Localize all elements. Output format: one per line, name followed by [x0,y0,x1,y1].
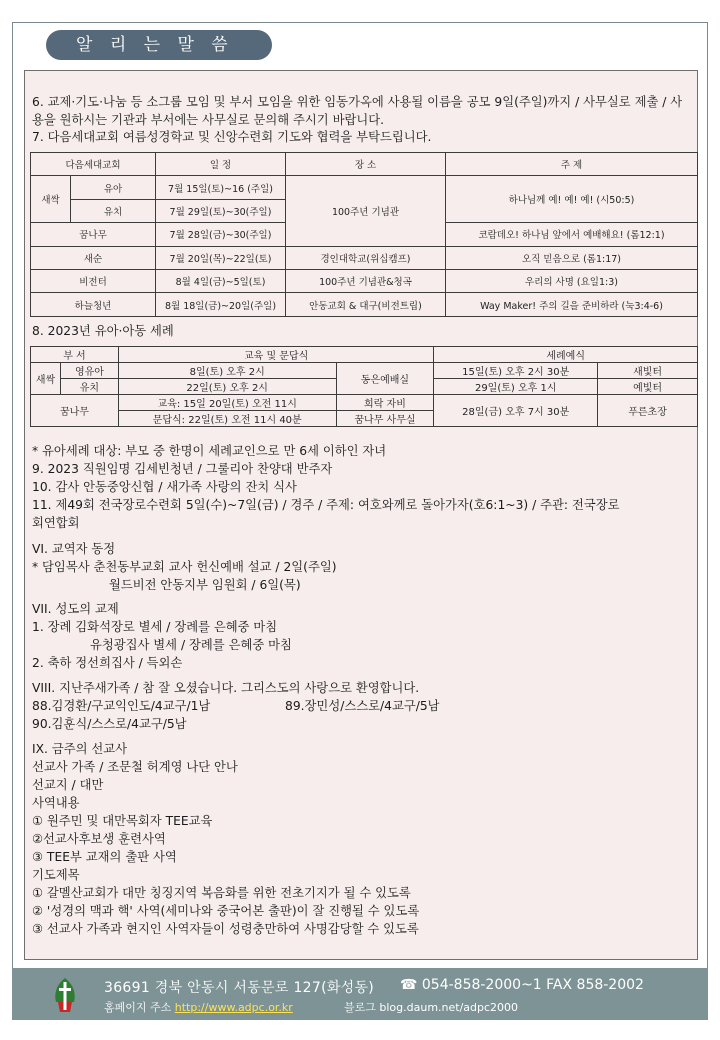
topic-cell: 하나님께 예! 예! 예! (시50:5) [446,176,698,223]
table-row [31,363,698,379]
website-link[interactable]: http://www.adpc.or.kr [174,1001,293,1014]
footer-blog[interactable]: 블로그 blog.daum.net/adpc2000 [344,1001,519,1014]
date-cell: 7월 29일(토)~30(주일) [156,199,286,222]
dept-cell: 유치 [71,199,156,222]
body-line: 10. 감사 안동중앙신협 / 새가족 사랑의 잔치 식사 [32,480,297,494]
section-6-title: VI. 교역자 동정 [32,542,116,556]
dept-cell: 새순 [31,246,156,269]
missionary-line: ③ 선교사 가족과 현지인 사역자들이 성령충만하여 사명감당할 수 있도록 [32,922,419,936]
new-member: 88.김경환/구교익인도/4교구/1남 [32,699,211,713]
section-8-title: VIII. 지난주새가족 / 참 잘 오셨습니다. 그리스도의 사랑으로 환영합니다. [32,681,420,695]
table-row [31,176,698,199]
dept-cell: 영유아 [60,363,118,379]
dept-cell: 유아 [71,176,156,199]
table-row [31,246,698,269]
website-label: 홈페이지 주소 [104,1001,172,1014]
edu-cell: 교육: 15일 20일(토) 오전 11시 [118,395,336,411]
notice-7: 7. 다음세대교회 여름성경학교 및 신앙수련회 기도와 협력을 부탁드립니다. [32,130,432,144]
group-cell: 새싹 [31,363,61,395]
table-header-row [31,153,698,176]
section-7-line: 2. 축하 정선희집사 / 득외손 [32,656,183,670]
section-7-line: 1. 장례 김화석장로 별세 / 장례를 은혜중 마침 [32,620,278,634]
topic-cell: 코람데오! 하나님 앞에서 예배해요! (롬12:1) [446,223,698,246]
place-cell: 안동교회 & 대구(비전트립) [286,293,446,316]
place-cell: 100주년 기념관 [286,176,446,246]
section-7-line: 유청광집사 별세 / 장례를 은혜중 마침 [90,638,292,652]
missionary-line: ① 갈멜산교회가 대만 칭징지역 복음화를 위한 전초기지가 될 수 있도록 [32,886,411,900]
missionary-line: 선교지 / 대만 [32,778,104,792]
dept-cell: 유치 [60,379,118,395]
edu-place-cell: 희락 자비 [336,395,434,411]
body-line: 회연합회 [32,516,80,530]
date-cell: 7월 28일(금)~30(주일) [156,223,286,246]
dept-cell: 하늘청년 [31,293,156,316]
dept-cell: 꿈나무 [31,223,156,246]
bap-place-cell: 푸른초장 [598,395,698,427]
dept-cell: 비전터 [31,269,156,292]
header-cell: 장 소 [286,153,446,176]
edu-place-cell: 동은예배실 [336,363,434,395]
date-cell: 8월 18일(금)~20일(주일) [156,293,286,316]
new-member: 90.김훈식/스스로/4교구/5남 [32,717,187,731]
edu-cell: 22일(토) 오후 2시 [118,379,336,395]
bap-cell: 28일(금) 오후 7시 30분 [434,395,598,427]
bap-place-cell: 예빛터 [598,379,698,395]
footer-phone: ☎ 054-858-2000~1 FAX 858-2002 [400,977,644,993]
topic-cell: 우리의 사명 (요일1:3) [446,269,698,292]
topic-cell: Way Maker! 주의 길을 준비하라 (눅3:4-6) [446,293,698,316]
table-row [31,293,698,316]
footer-address: 36691 경북 안동시 서동문로 127(화성동) [104,980,375,996]
edu-place-cell: 꿈나무 사무실 [336,411,434,427]
church-logo-icon [52,976,78,1014]
section-6-line: * 담임목사 춘천동부교회 교사 헌신예배 설교 / 2일(주일) [32,560,337,574]
header-cell: 세례예식 [434,347,698,363]
topic-cell: 오직 믿음으로 (롬1:17) [446,246,698,269]
missionary-line: 선교사 가족 / 조문철 허계영 나단 안나 [32,760,238,774]
header-cell: 다음세대교회 [31,153,156,176]
bap-cell: 29일(토) 오후 1시 [434,379,598,395]
missionary-line: ① 원주민 및 대만목회자 TEE교육 [32,814,213,828]
new-member: 89.장민성/스스로/4교구/5남 [285,699,440,713]
summer-program-table [30,152,698,317]
body-line: 9. 2023 직원임명 김세빈청년 / 그룰리아 찬양대 반주자 [32,462,333,476]
body-line: * 유아세례 대상: 부모 중 한명이 세례교인으로 만 6세 이하인 자녀 [32,444,387,458]
group-cell: 새싹 [31,176,71,223]
section-7-title: VII. 성도의 교제 [32,602,119,616]
footer [12,968,708,1020]
table-row [31,269,698,292]
edu-cell: 8일(토) 오후 2시 [118,363,336,379]
notice-8: 8. 2023년 유아·아동 세례 [32,324,174,338]
section-title: 알 리 는 말 씀 [46,30,272,60]
bap-place-cell: 새빛터 [598,363,698,379]
missionary-line: 사역내용 [32,796,80,810]
header-cell: 교육 및 문답식 [118,347,433,363]
table-row [31,395,698,411]
baptism-table [30,346,698,427]
header-cell: 주 제 [446,153,698,176]
date-cell: 7월 15일(토)~16 (주일) [156,176,286,199]
body-line: 11. 제49회 전국장로수련회 5일(수)~7일(금) / 경주 / 주제: 여호와께로 돌아가자(호6:1~3) / 주관: 전국장로 [32,498,620,512]
section-9-title: IX. 금주의 선교사 [32,742,128,756]
table-header-row [31,347,698,363]
section-6-line: 월드비전 안동지부 임원회 / 6일(목) [109,578,301,592]
dept-cell: 꿈나무 [31,395,119,427]
footer-website [104,999,293,1015]
date-cell: 7월 20일(목)~22일(토) [156,246,286,269]
notice-6: 6. 교제·기도·나눔 등 소그룹 모임 및 부서 모임을 위한 임동가옥에 사용될 이름을 공모 9일(주일)까지 / 사무실로 제출 / 사용을 원하시는 기관과 부서에는 사무실로 문의해 주시기 바랍니다. [32,95,683,127]
edu-cell: 문답식: 22일(토) 오전 11시 40분 [118,411,336,427]
missionary-line: 기도제목 [32,868,80,882]
place-cell: 100주년 기념관&청곡 [286,269,446,292]
missionary-line: ③ TEE부 교재의 출판 사역 [32,850,177,864]
header-cell: 일 정 [156,153,286,176]
missionary-line: ②선교사후보생 훈련사역 [32,832,166,846]
place-cell: 경인대학교(위십캠프) [286,246,446,269]
date-cell: 8월 4일(금)~5일(토) [156,269,286,292]
missionary-line: ② '성경의 맥과 핵' 사역(세미나와 중국어본 출판)이 잘 진행될 수 있도록 [32,904,420,918]
bap-cell: 15일(토) 오후 2시 30분 [434,363,598,379]
header-cell: 부 서 [31,347,119,363]
